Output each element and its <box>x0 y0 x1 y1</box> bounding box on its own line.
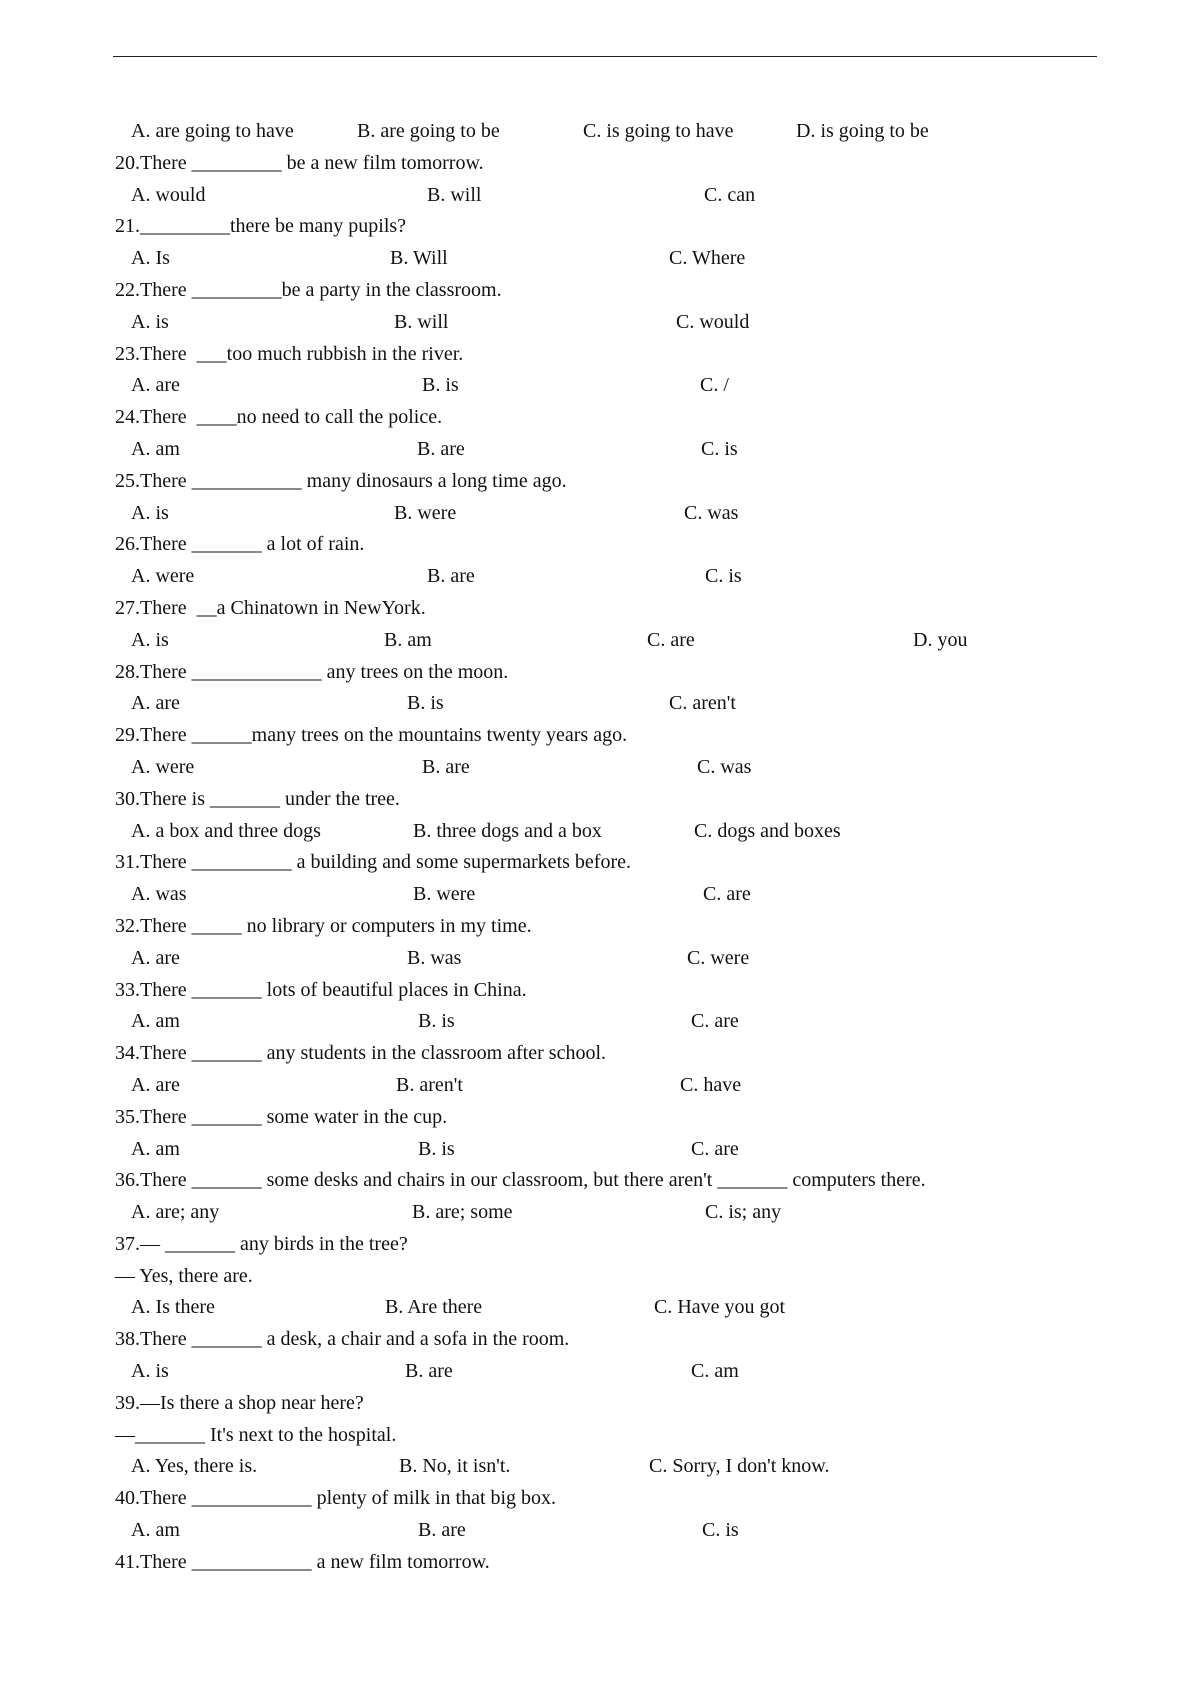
answer-option: C. can <box>704 183 756 206</box>
answer-option: C. / <box>700 374 729 397</box>
options-row <box>0 879 1200 911</box>
question-text: 29.There ______many trees on the mountains twenty years ago. <box>115 724 628 747</box>
question-text: 34.There _______ any students in the classroom after school. <box>115 1042 606 1065</box>
question-line <box>0 1547 1200 1579</box>
answer-option: B. is <box>418 1010 455 1033</box>
question-line <box>0 911 1200 943</box>
question-line <box>0 1420 1200 1452</box>
question-text: 32.There _____ no library or computers in my time. <box>115 914 532 937</box>
answer-option: C. am <box>691 1360 739 1383</box>
answer-option: A. is <box>131 628 169 651</box>
question-text: 22.There _________be a party in the classroom. <box>115 278 502 301</box>
answer-option: C. have <box>680 1073 742 1096</box>
options-row <box>0 1356 1200 1388</box>
question-text: 31.There __________ a building and some supermarkets before. <box>115 851 631 874</box>
options-row <box>0 498 1200 530</box>
question-line <box>0 211 1200 243</box>
answer-option: C. are <box>647 628 695 651</box>
question-text: 27.There __a Chinatown in NewYork. <box>115 596 426 619</box>
question-line <box>0 402 1200 434</box>
question-text: 35.There _______ some water in the cup. <box>115 1105 448 1128</box>
answer-option: B. are going to be <box>357 120 500 142</box>
answer-option: A. are <box>131 374 180 397</box>
question-line <box>0 1388 1200 1420</box>
answer-option: C. is going to have <box>583 120 734 142</box>
answer-option: A. am <box>131 1137 180 1160</box>
answer-option: A. are; any <box>131 1201 220 1224</box>
answer-option: D. is going to be <box>796 120 929 142</box>
answer-option: B. will <box>427 183 482 206</box>
answer-option: C. aren't <box>669 692 736 715</box>
options-row <box>0 943 1200 975</box>
answer-option: A. am <box>131 437 180 460</box>
answer-option: C. Where <box>669 247 746 270</box>
question-line <box>0 339 1200 371</box>
question-text: 24.There ____no need to call the police. <box>115 406 443 429</box>
options-row <box>0 180 1200 212</box>
answer-option: C. is <box>702 1519 739 1542</box>
answer-option: C. Sorry, I don't know. <box>649 1455 830 1478</box>
answer-option: A. is <box>131 310 169 333</box>
answer-option: A. is <box>131 501 169 524</box>
question-line <box>0 1261 1200 1293</box>
question-line <box>0 593 1200 625</box>
answer-option: B. No, it isn't. <box>399 1455 511 1478</box>
options-row <box>0 434 1200 466</box>
answer-option: C. is; any <box>705 1201 782 1224</box>
answer-option: B. is <box>422 374 459 397</box>
answer-option: A. were <box>131 565 195 588</box>
answer-option: B. Are there <box>385 1296 483 1319</box>
question-line <box>0 148 1200 180</box>
question-list <box>0 116 1200 1579</box>
question-line <box>0 275 1200 307</box>
question-text: 33.There _______ lots of beautiful places in China. <box>115 978 527 1001</box>
answer-option: A. am <box>131 1010 180 1033</box>
question-text: 26.There _______ a lot of rain. <box>115 533 365 556</box>
options-row <box>0 243 1200 275</box>
options-row <box>0 1197 1200 1229</box>
answer-option: C. was <box>684 501 739 524</box>
answer-option: B. were <box>413 883 476 906</box>
answer-option: A. a box and three dogs <box>131 819 321 842</box>
answer-option: C. are <box>691 1010 739 1033</box>
answer-option: B. are <box>405 1360 453 1383</box>
answer-option: B. am <box>384 628 432 651</box>
answer-option: B. are <box>422 755 470 778</box>
answer-option: C. dogs and boxes <box>694 819 841 842</box>
options-row <box>0 816 1200 848</box>
question-line <box>0 1324 1200 1356</box>
answer-option: A. Is there <box>131 1296 215 1319</box>
answer-option: B. are <box>427 565 475 588</box>
answer-option: B. is <box>418 1137 455 1160</box>
answer-option: A. am <box>131 1519 180 1542</box>
options-row <box>0 752 1200 784</box>
answer-option: B. is <box>407 692 444 715</box>
question-text: 41.There ____________ a new film tomorrow. <box>115 1550 490 1573</box>
answer-option: A. were <box>131 755 195 778</box>
options-row <box>0 561 1200 593</box>
answer-option: A. are <box>131 692 180 715</box>
options-row <box>0 1070 1200 1102</box>
options-row <box>0 1006 1200 1038</box>
answer-option: B. are; some <box>412 1201 513 1224</box>
question-line <box>0 1229 1200 1261</box>
question-text: 39.—Is there a shop near here? <box>115 1391 364 1414</box>
answer-option: B. will <box>394 310 449 333</box>
question-text: 30.There is _______ under the tree. <box>115 787 400 810</box>
options-row <box>0 116 1200 148</box>
question-text: 36.There _______ some desks and chairs in our classroom, but there aren't _______ computers there. <box>115 1169 926 1192</box>
options-row <box>0 370 1200 402</box>
question-line <box>0 720 1200 752</box>
answer-option: A. are <box>131 946 180 969</box>
answer-option: B. were <box>394 501 457 524</box>
answer-option: A. would <box>131 183 206 206</box>
question-line <box>0 1038 1200 1070</box>
question-line <box>0 657 1200 689</box>
header-rule <box>113 56 1097 57</box>
options-row <box>0 1292 1200 1324</box>
answer-option: C. Have you got <box>654 1296 786 1319</box>
answer-option: A. are going to have <box>131 120 294 142</box>
answer-option: B. Will <box>390 247 448 270</box>
options-row <box>0 1134 1200 1166</box>
options-row <box>0 688 1200 720</box>
answer-option: C. would <box>676 310 750 333</box>
answer-option: A. was <box>131 883 187 906</box>
question-text: 37.— _______ any birds in the tree? <box>115 1232 408 1255</box>
question-text: 21._________there be many pupils? <box>115 215 407 238</box>
question-line <box>0 784 1200 816</box>
answer-option: A. is <box>131 1360 169 1383</box>
question-text: 23.There ___too much rubbish in the river. <box>115 342 464 365</box>
answer-option: C. is <box>701 437 738 460</box>
answer-option: C. are <box>691 1137 739 1160</box>
question-line <box>0 1165 1200 1197</box>
question-line <box>0 529 1200 561</box>
answer-option: B. was <box>407 946 462 969</box>
answer-option: C. were <box>687 946 750 969</box>
answer-option: B. three dogs and a box <box>413 819 602 842</box>
answer-option: A. Is <box>131 247 170 270</box>
options-row <box>0 1451 1200 1483</box>
answer-option: D. you <box>913 628 968 651</box>
question-text: 40.There ____________ plenty of milk in that big box. <box>115 1487 557 1510</box>
answer-option: B. aren't <box>396 1073 463 1096</box>
answer-option: C. are <box>703 883 751 906</box>
question-line <box>0 847 1200 879</box>
question-line <box>0 975 1200 1007</box>
question-line <box>0 466 1200 498</box>
question-text: — Yes, there are. <box>115 1264 253 1287</box>
question-text: —_______ It's next to the hospital. <box>115 1423 397 1446</box>
options-row <box>0 307 1200 339</box>
answer-option: A. are <box>131 1073 180 1096</box>
question-text: 28.There _____________ any trees on the moon. <box>115 660 509 683</box>
question-line <box>0 1102 1200 1134</box>
options-row <box>0 625 1200 657</box>
answer-option: C. is <box>705 565 742 588</box>
answer-option: C. was <box>697 755 752 778</box>
question-text: 25.There ___________ many dinosaurs a long time ago. <box>115 469 567 492</box>
answer-option: A. Yes, there is. <box>131 1455 258 1478</box>
answer-option: B. are <box>417 437 465 460</box>
question-text: 38.There _______ a desk, a chair and a sofa in the room. <box>115 1328 570 1351</box>
options-row <box>0 1515 1200 1547</box>
question-line <box>0 1483 1200 1515</box>
answer-option: B. are <box>418 1519 466 1542</box>
question-text: 20.There _________ be a new film tomorrow. <box>115 151 484 174</box>
